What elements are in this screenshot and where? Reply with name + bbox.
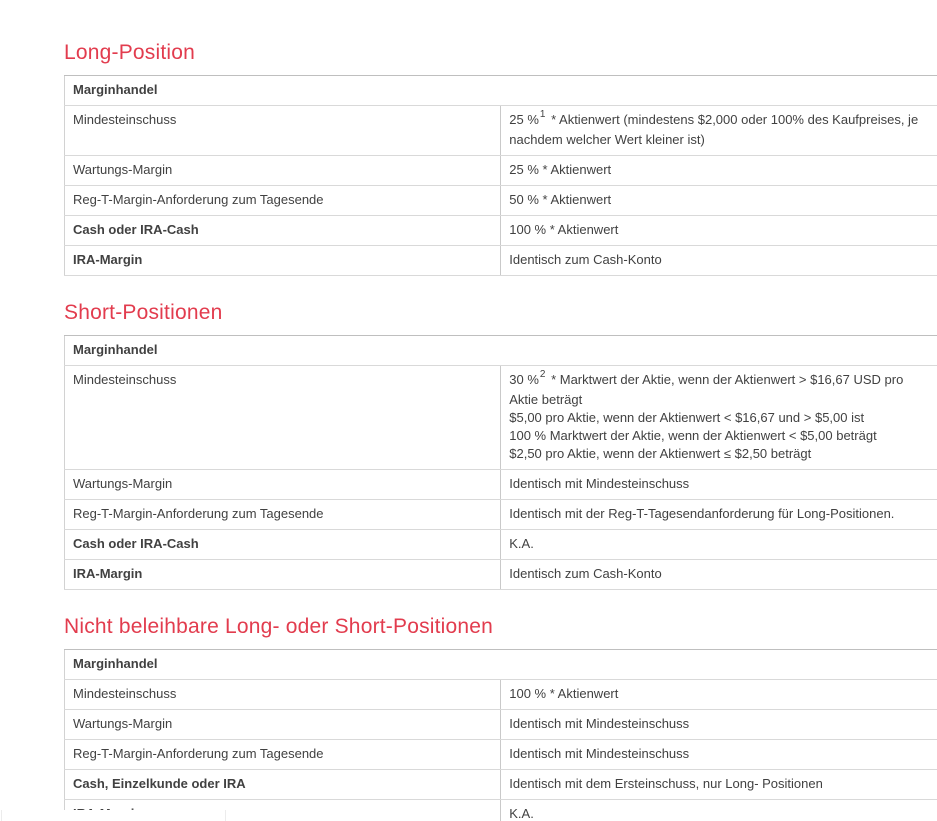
value-line xyxy=(509,445,927,463)
row-value xyxy=(501,366,937,470)
value-line xyxy=(509,221,927,239)
value-line xyxy=(509,371,927,409)
row-label: Cash oder IRA-Cash xyxy=(65,530,501,560)
table-row xyxy=(65,366,937,470)
table-row xyxy=(65,740,937,770)
row-value xyxy=(501,470,937,500)
section-title: Short-Positionen xyxy=(64,301,223,324)
row-value xyxy=(501,216,937,246)
value-text: K.A. xyxy=(509,536,534,551)
value-text: Identisch zum Cash-Konto xyxy=(509,566,662,581)
value-text: $2,50 pro Aktie, wenn der Aktienwert ≤ $2,50 beträgt xyxy=(509,446,812,461)
section-title: Long-Position xyxy=(64,41,196,64)
table-header-row xyxy=(65,76,937,106)
row-label: IRA-Margin xyxy=(65,246,501,276)
value-text: 100 % * Aktienwert xyxy=(509,222,619,237)
margin-table xyxy=(64,649,937,821)
value-line xyxy=(509,427,927,445)
table-header-cell: Marginhandel xyxy=(65,650,937,680)
row-label: Reg-T-Margin-Anforderung zum Tagesende xyxy=(65,500,501,530)
sections-container xyxy=(64,40,937,821)
table-row xyxy=(65,106,937,156)
margin-table xyxy=(64,335,937,590)
row-value xyxy=(501,500,937,530)
value-text: 100 % * Aktienwert xyxy=(509,686,619,701)
value-line xyxy=(509,161,927,179)
row-value xyxy=(501,680,937,710)
row-label: Mindesteinschuss xyxy=(65,366,501,470)
table-body xyxy=(65,680,937,821)
value-text: 30 % xyxy=(509,372,539,387)
row-value xyxy=(501,560,937,590)
table-row xyxy=(65,156,937,186)
table-row xyxy=(65,216,937,246)
footnote-superscript: 2 xyxy=(539,369,546,380)
table-row xyxy=(65,680,937,710)
row-label: Wartungs-Margin xyxy=(65,156,501,186)
row-value xyxy=(501,530,937,560)
value-text: Identisch mit Mindesteinschuss xyxy=(509,476,690,491)
table-head xyxy=(65,650,937,680)
value-text: Identisch mit Mindesteinschuss xyxy=(509,746,690,761)
value-line xyxy=(509,191,927,209)
value-line xyxy=(509,251,927,269)
table-row xyxy=(65,186,937,216)
table-row xyxy=(65,560,937,590)
table-row xyxy=(65,470,937,500)
value-line xyxy=(509,805,927,821)
row-value xyxy=(501,710,937,740)
section-long-position xyxy=(64,40,937,276)
table-header-cell: Marginhandel xyxy=(65,336,937,366)
value-line xyxy=(509,775,927,793)
value-line xyxy=(509,111,927,149)
value-line xyxy=(509,409,927,427)
value-line xyxy=(509,535,927,553)
row-value xyxy=(501,186,937,216)
value-text: Identisch zum Cash-Konto xyxy=(509,252,662,267)
row-label: Wartungs-Margin xyxy=(65,470,501,500)
table-body xyxy=(65,366,937,590)
row-value xyxy=(501,800,937,821)
table-head xyxy=(65,76,937,106)
row-value xyxy=(501,156,937,186)
value-text: Identisch mit Mindesteinschuss xyxy=(509,716,690,731)
table-header-cell: Marginhandel xyxy=(65,76,937,106)
table-row xyxy=(65,530,937,560)
value-text-continued: * Marktwert der Aktie, wenn der Aktienwert > $16,67 USD pro Aktie beträgt xyxy=(509,372,904,407)
margin-table xyxy=(64,75,937,276)
value-text: $5,00 pro Aktie, wenn der Aktienwert < $16,67 und > $5,00 ist xyxy=(509,410,865,425)
table-row xyxy=(65,770,937,800)
value-text: 25 % xyxy=(509,112,539,127)
value-text: 100 % Marktwert der Aktie, wenn der Aktienwert < $5,00 beträgt xyxy=(509,428,877,443)
table-header-row xyxy=(65,650,937,680)
row-label: IRA-Margin xyxy=(65,560,501,590)
value-line xyxy=(509,685,927,703)
row-value xyxy=(501,740,937,770)
bottom-cutoff-panel xyxy=(1,810,226,821)
row-label: Reg-T-Margin-Anforderung zum Tagesende xyxy=(65,186,501,216)
row-label: Cash oder IRA-Cash xyxy=(65,216,501,246)
row-label: Mindesteinschuss xyxy=(65,106,501,156)
row-label: Mindesteinschuss xyxy=(65,680,501,710)
footnote-superscript: 1 xyxy=(539,109,546,120)
table-header-row xyxy=(65,336,937,366)
value-line xyxy=(509,505,927,523)
table-row xyxy=(65,246,937,276)
value-line xyxy=(509,475,927,493)
value-line xyxy=(509,715,927,733)
table-row xyxy=(65,500,937,530)
row-label: Reg-T-Margin-Anforderung zum Tagesende xyxy=(65,740,501,770)
section-nicht-beleihbare-long-oder-short-positionen xyxy=(64,614,937,821)
value-text: Identisch mit der Reg-T-Tagesendanforderung für Long-Positionen. xyxy=(509,506,895,521)
value-text: K.A. xyxy=(509,806,534,821)
value-line xyxy=(509,565,927,583)
value-text: 25 % * Aktienwert xyxy=(509,162,612,177)
value-line xyxy=(509,745,927,763)
table-row xyxy=(65,710,937,740)
row-label: Wartungs-Margin xyxy=(65,710,501,740)
value-text: Identisch mit dem Ersteinschuss, nur Long- Positionen xyxy=(509,776,823,791)
row-value xyxy=(501,106,937,156)
table-body xyxy=(65,106,937,276)
section-short-positionen xyxy=(64,300,937,590)
row-value xyxy=(501,770,937,800)
value-text: 50 % * Aktienwert xyxy=(509,192,612,207)
row-value xyxy=(501,246,937,276)
section-title: Nicht beleihbare Long- oder Short-Positionen xyxy=(64,615,494,638)
row-label: Cash, Einzelkunde oder IRA xyxy=(65,770,501,800)
table-head xyxy=(65,336,937,366)
value-text-continued: * Aktienwert (mindestens $2,000 oder 100% des Kaufpreises, je nachdem welcher Wert kleiner ist) xyxy=(509,112,919,147)
